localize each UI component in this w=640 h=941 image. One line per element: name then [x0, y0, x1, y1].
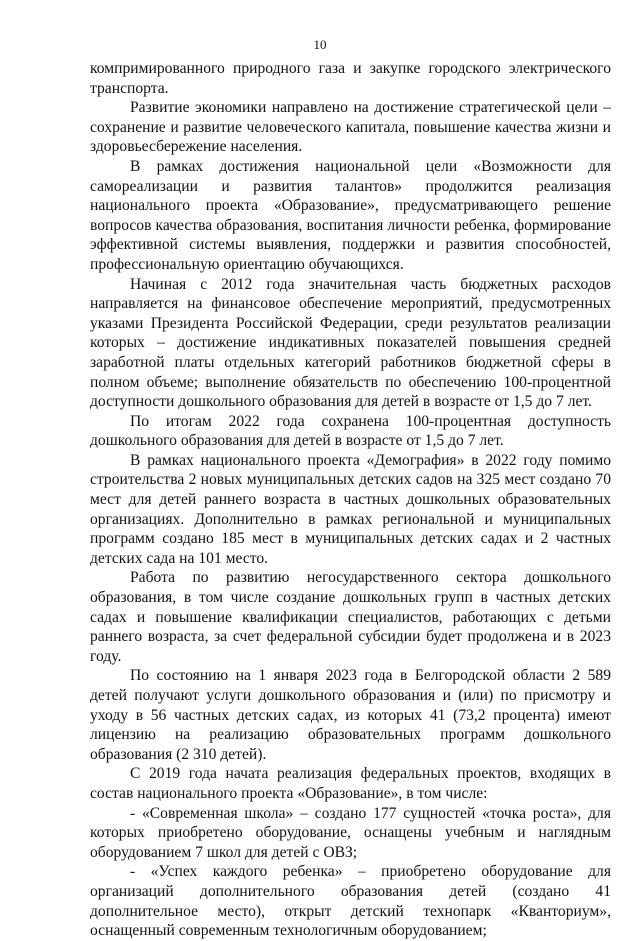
body-text [90, 59, 611, 941]
paragraph-3: В рамках достижения национальной цели «Возможности для самореализации и развития талантов» продолжится реализация национального проекта «Образование», предусматривающего решение вопросов качества образования, воспитания личности ребенка, формирование эффективной системы выявления, поддержки и развития способностей, профессиональную ориентацию обучающихся. [90, 157, 611, 273]
paragraph-7: Работа по развитию негосударственного сектора дошкольного образования, в том числе создание дошкольных групп в частных детских садах и повышение квалификации специалистов, работающих с детьми раннего возраста, за счет федеральной субсидии будет продолжена и в 2023 году. [90, 569, 611, 665]
page-number: 10 [313, 37, 327, 52]
list-item-modern-school: - «Современная школа» – создано 177 сущностей «точка роста», для которых приобретено оборудование, оснащены учебным и наглядным оборудованием 7 школ для детей с ОВЗ; [90, 804, 611, 861]
paragraph-5: По итогам 2022 года сохранена 100-процентная доступность дошкольного образования для детей в возрасте от 1,5 до 7 лет. [90, 412, 611, 450]
paragraph-1: компримированного природного газа и закупке городского электрического транспорта. [90, 60, 611, 97]
paragraph-4: Начиная с 2012 года значительная часть бюджетных расходов направляется на финансовое обеспечение мероприятий, предусмотренных указами Президента Российской Федерации, среди результатов реализации которых – достижение индикативных показателей повышения средней заработной платы отдельных категорий работников бюджетной сферы в полном объеме; выполнение обязательств по обеспечению 100-процентной доступности дошкольного образования для детей в возрасте от 1,5 до 7 лет. [90, 275, 611, 411]
paragraph-9: С 2019 года начата реализация федеральных проектов, входящих в состав национального проекта «Образование», в том числе: [90, 765, 611, 802]
list-item-success-of-every-child: - «Успех каждого ребенка» – приобретено оборудование для организаций дополнительного образования детей (создано 41 дополнительное место), открыт детский технопарк «Кванториум», оснащенный современным технологичным оборудованием; [90, 863, 611, 940]
paragraph-6: В рамках национального проекта «Демография» в 2022 году помимо строительства 2 новых муниципальных детских садов на 325 мест создано 70 мест для детей раннего возраста в частных дошкольных образовательных организациях. Дополнительно в рамках региональной и муниципальных программ создано 185 мест в муниципальных детских садах и 2 частных детских сада на 101 место. [90, 451, 611, 567]
paragraph-8: По состоянию на 1 января 2023 года в Белгородской области 2 589 детей получают услуги дошкольного образования и (или) по присмотру и уходу в 56 частных детских садах, из которых 41 (73,2 процента) имеют лицензию на реализацию образовательных программ дошкольного образования (2 310 детей). [90, 667, 611, 763]
paragraph-2: Развитие экономики направлено на достижение стратегической цели – сохранение и развитие человеческого капитала, повышение качества жизни и здоровьесбережение населения. [90, 99, 611, 156]
